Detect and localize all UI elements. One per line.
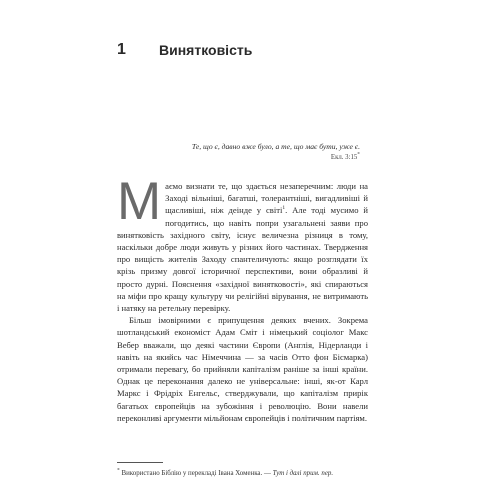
- epigraph-source: [192, 152, 360, 163]
- footnote-italic-text: Тут і далі прим. пер.: [272, 470, 334, 477]
- footnote-reference: 1: [282, 205, 286, 212]
- footnote-text: Використано Біблію у перекладі Івана Хоменка. —: [121, 470, 273, 477]
- chapter-heading: [117, 41, 252, 59]
- paragraph-1-text-b: . Але тоді мусимо й погодитись, що навіть попри узагальнені заяви про винятковість західного світу, існує величезна різниця в тому, наскільки добре люди живуть у різних його частинах. Твердження про вищість жителів Заходу спантеличують: якщо розглядати їх крізь призму довгої історичної перспективи, вони образливі й просто дурні. Пояснення «західної винятковості», які спираються на міфи про кращу культуру чи релігійні вірування, не витримають і натяку на ретельну перевірку.: [117, 205, 368, 314]
- footnote-mark: *: [117, 467, 120, 474]
- footnote-divider: [117, 462, 163, 463]
- footnote: [117, 469, 379, 478]
- body-text: [117, 172, 368, 424]
- paragraph-1-text-a: аємо визнати те, що здається незаперечним: люди на Заході вільніші, багатші, толерантніші, вигадливіші й щасливіші, ніж деінде у світі: [165, 181, 368, 216]
- epigraph-footnote-mark: *: [357, 151, 360, 158]
- epigraph-quote: Те, що є, давно вже було, а те, що має бути, уже є.: [191, 142, 360, 151]
- epigraph: [192, 141, 360, 163]
- chapter-title: Винятковість: [159, 42, 253, 58]
- paragraph-1: [117, 172, 368, 314]
- paragraph-2: Більш імовірними є припущення деяких вчених. Зокрема шотландський економіст Адам Сміт і німецький соціолог Макс Вебер вважали, що деякі частини Європи (Англія, Нідерланди і навіть на якийсь час Німеччина — за часів Отто фон Бісмарка) отримали перевагу, бо прийняли капіталізм раніше за інші країни. Однак це переконання далеко не універсальне: інші, як-от Карл Маркс і Фрідріх Енгельс, стверджували, що капіталізм прирік багатьох європейців на зубожіння і революцію. Вони навели переконливі аргументи мільйонам європейців і політичним партіям.: [117, 315, 368, 423]
- chapter-number: 1: [117, 41, 126, 58]
- drop-cap: М: [117, 172, 162, 231]
- epigraph-source-text: Екл. 3:15: [330, 154, 358, 161]
